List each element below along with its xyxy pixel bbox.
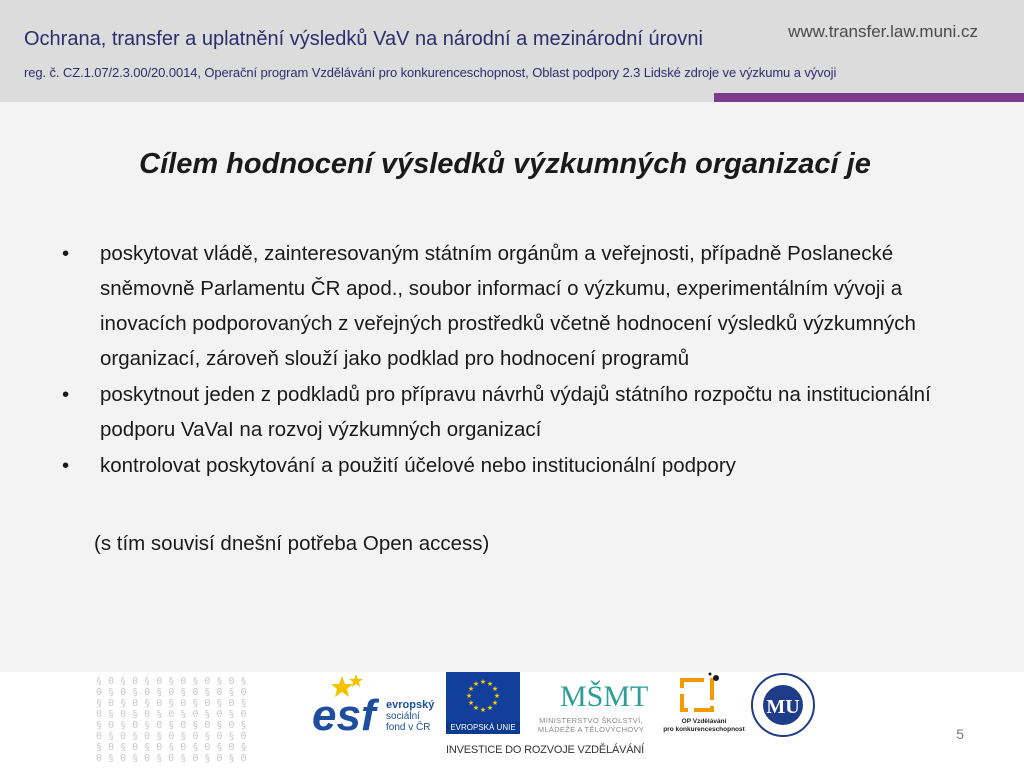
open-access-note: (s tím souvisí dnešní potřeba Open access) bbox=[94, 532, 490, 555]
esf-logo bbox=[312, 674, 442, 734]
eu-flag-icon bbox=[446, 672, 520, 722]
slide-title: Cílem hodnocení výsledků výzkumných organizací je bbox=[139, 148, 871, 180]
investice-slogan: INVESTICE DO ROZVOJE VZDĚLÁVÁNÍ bbox=[446, 744, 644, 756]
svg-text:★: ★ bbox=[472, 704, 480, 712]
bullet-item bbox=[58, 377, 978, 447]
project-registration: reg. č. CZ.1.07/2.3.00/20.0014, Operační program Vzdělávání pro konkurenceschopnost, Oblast podpory 2.3 Lidské zdroje ve výzkumu a vývoji bbox=[24, 65, 837, 80]
msmt-line1: MINISTERSTVO ŠKOLSTVÍ, bbox=[539, 716, 643, 725]
op-caption bbox=[654, 718, 754, 734]
slide-body bbox=[0, 102, 1024, 672]
project-title: Ochrana, transfer a uplatnění výsledků VaV na národní a mezinárodní úrovni bbox=[24, 28, 703, 50]
svg-text:★: ★ bbox=[479, 706, 487, 714]
bullet-marker: • bbox=[62, 454, 70, 477]
msmt-logo-text: MŠMT bbox=[560, 680, 649, 713]
msmt-line2: MLÁDEŽE A TĚLOVÝCHOVY bbox=[537, 725, 645, 734]
bullet-marker: • bbox=[62, 383, 70, 406]
svg-text:★: ★ bbox=[467, 685, 475, 693]
svg-text:★: ★ bbox=[467, 699, 475, 707]
esf-line2: sociální bbox=[386, 711, 420, 722]
paragraph-pattern-decoration: § 0 § 0 § 0 § 0 § 0 § 0 § 0 § 0 § 0 § 0 § 0 § 0 § 0 § 0 § 0 § 0 § 0 § 0 § 0 § 0 § 0 § 0 § 0 § 0 § 0 § 0 § 0 § 0 § 0 § 0 § 0 § 0 § 0 § 0 § 0 § 0 § 0 § 0 § 0 § 0 § 0 § 0 § 0 § 0 § 0 § 0 § 0 § 0 § 0 § 0 § 0 § 0 bbox=[96, 676, 247, 764]
svg-text:★: ★ bbox=[486, 704, 494, 712]
eu-label: EVROPSKÁ UNIE bbox=[446, 722, 520, 734]
project-url[interactable]: www.transfer.law.muni.cz bbox=[788, 22, 978, 41]
bullet-text: poskytovat vládě, zainteresovaným státním orgánům a veřejnosti, případně Poslanecké sněmovně Parlamentu ČR apod., soubor informací o výzkumu, experimentálním vývoji a inovacích podporovaných z veřejných prostředků včetně hodnocení výsledků výzkumných organizací, zároveň slouží jako podklad pro hodnocení programů bbox=[100, 242, 916, 370]
svg-text:★: ★ bbox=[491, 685, 499, 693]
masaryk-university-seal bbox=[750, 672, 816, 738]
esf-line1: evropský bbox=[386, 699, 435, 711]
svg-text:★: ★ bbox=[493, 692, 501, 700]
bullet-text: kontrolovat poskytování a použití účelové nebo institucionální podpory bbox=[100, 454, 736, 477]
bullet-list bbox=[58, 236, 978, 484]
bullet-marker: • bbox=[62, 242, 70, 265]
footer-logos bbox=[0, 672, 1024, 768]
esf-line3: fond v ČR bbox=[386, 722, 431, 733]
op-line1: OP Vzdělávání bbox=[681, 718, 727, 725]
page-number: 5 bbox=[956, 726, 964, 742]
esf-logo-text: esf bbox=[312, 691, 376, 734]
header-band bbox=[0, 0, 1024, 102]
op-line2: pro konkurenceschopnost bbox=[663, 726, 745, 733]
svg-text:★: ★ bbox=[465, 692, 473, 700]
svg-text:★: ★ bbox=[472, 680, 480, 688]
bullet-item bbox=[58, 448, 978, 483]
svg-text:★: ★ bbox=[486, 680, 494, 688]
accent-bar bbox=[714, 93, 1024, 102]
svg-text:★: ★ bbox=[479, 678, 487, 686]
bullet-item bbox=[58, 236, 978, 376]
muni-logo-text: MU bbox=[766, 696, 800, 718]
svg-text:★: ★ bbox=[491, 699, 499, 707]
bullet-text: poskytnout jeden z podkladů pro přípravu návrhů výdajů státního rozpočtu na institucionální podporu VaVaI na rozvoj výzkumných organizací bbox=[100, 383, 931, 441]
